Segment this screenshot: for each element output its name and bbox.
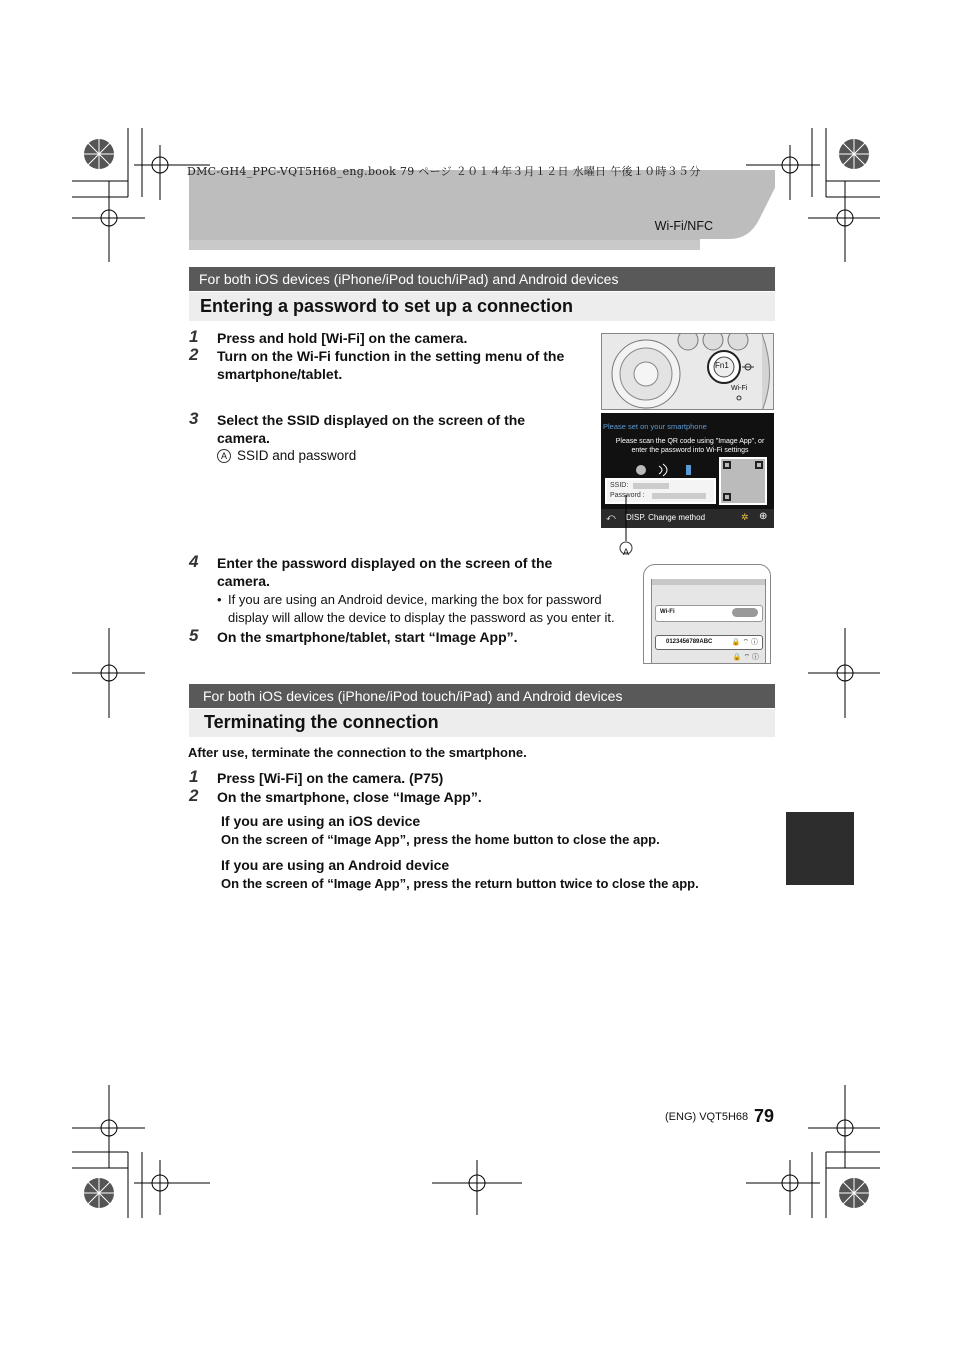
step-text: Select the SSID displayed on the screen of the camera. — [217, 412, 526, 446]
print-header-line: DMC-GH4_PPC-VQT5H68_eng.book 79 ページ ２０１４年３月１２日 水曜日 午後１０時３５分 — [187, 165, 701, 178]
step-number: 1 — [189, 327, 199, 346]
ios-heading: If you are using an iOS device — [221, 813, 421, 829]
change-method-label: DISP. Change method — [626, 513, 706, 522]
step-number: 2 — [189, 345, 199, 364]
password-label: Password : — [610, 492, 645, 499]
applies-to-bar: For both iOS devices (iPhone/iPod touch/iPad) and Android devices — [189, 267, 775, 291]
wifi-toggle — [732, 608, 758, 617]
smartphone-illustration — [643, 564, 771, 664]
applies-to-bar: For both iOS devices (iPhone/iPod touch/iPad) and Android devices — [189, 684, 775, 708]
second-network-icons: 🔒 ⌔ ⓘ — [732, 654, 759, 661]
callout-pointer — [619, 495, 633, 555]
camera-phone-icons — [631, 462, 711, 478]
callout-text: SSID and password — [237, 448, 357, 463]
wifi-toggle-row — [655, 605, 763, 622]
section-title: Entering a password to set up a connection — [189, 292, 775, 321]
screen-title: Please set on your smartphone — [603, 422, 707, 431]
bullet-note — [217, 591, 622, 627]
step-text: Turn on the Wi-Fi function in the setting menu of the smartphone/tablet. — [217, 348, 565, 382]
dial-icon: ✲ — [741, 512, 749, 522]
section-label: Wi-Fi/NFC — [654, 219, 713, 233]
bullet-text: If you are using an Android device, marking the box for password display will allow the device to display the password as you enter it. — [228, 592, 615, 625]
step-text: On the smartphone, close “Image App”. — [217, 789, 482, 805]
intro-text: After use, terminate the connection to the smartphone. — [188, 745, 527, 760]
network-name: 0123456789ABC — [666, 639, 713, 645]
fn-button-label: Fn1 — [715, 361, 729, 370]
android-heading: If you are using an Android device — [221, 857, 450, 873]
qr-code — [719, 457, 767, 505]
android-text: On the screen of “Image App”, press the return button twice to close the app. — [221, 876, 699, 891]
step-number: 4 — [189, 552, 199, 571]
step-number: 2 — [189, 786, 199, 805]
step-number: 3 — [189, 409, 199, 428]
step-text: Press and hold [Wi-Fi] on the camera. — [217, 330, 468, 346]
lock-wifi-info-icons: 🔒 ⌔ ⓘ — [731, 639, 758, 646]
network-row — [655, 635, 763, 650]
wifi-setting-label: Wi-Fi — [660, 609, 675, 615]
header-corner-curve — [700, 170, 776, 250]
callout-marker: A — [217, 449, 231, 463]
camera-illustration — [601, 333, 774, 410]
back-icon: ⤺ — [606, 512, 616, 522]
page-number: 79 — [754, 1106, 775, 1126]
wifi-button-label: Wi-Fi — [731, 385, 748, 392]
step-number: 1 — [189, 767, 199, 786]
phone-screen — [651, 579, 766, 664]
zoom-icon: ⊕ — [759, 511, 768, 522]
step-number: 5 — [189, 626, 199, 645]
section-title: Terminating the connection — [189, 709, 775, 737]
screen-callout-marker: A — [622, 547, 629, 557]
camera-body-drawing — [602, 334, 774, 410]
screen-instruction: Please scan the QR code using "Image App", or enter the password into Wi-Fi settings — [615, 438, 765, 454]
chapter-tab — [786, 812, 854, 885]
document-code: (ENG) VQT5H68 — [665, 1111, 749, 1123]
callout-line — [217, 447, 356, 465]
step-text: Enter the password displayed on the screen of the camera. — [217, 555, 553, 589]
ssid-label: SSID: — [610, 482, 629, 489]
step-text: On the smartphone/tablet, start “Image App”. — [217, 629, 518, 645]
step-text: Press [Wi-Fi] on the camera. (P75) — [217, 770, 444, 786]
bullet-icon: • — [217, 592, 222, 607]
ios-text: On the screen of “Image App”, press the home button to close the app. — [221, 832, 660, 847]
